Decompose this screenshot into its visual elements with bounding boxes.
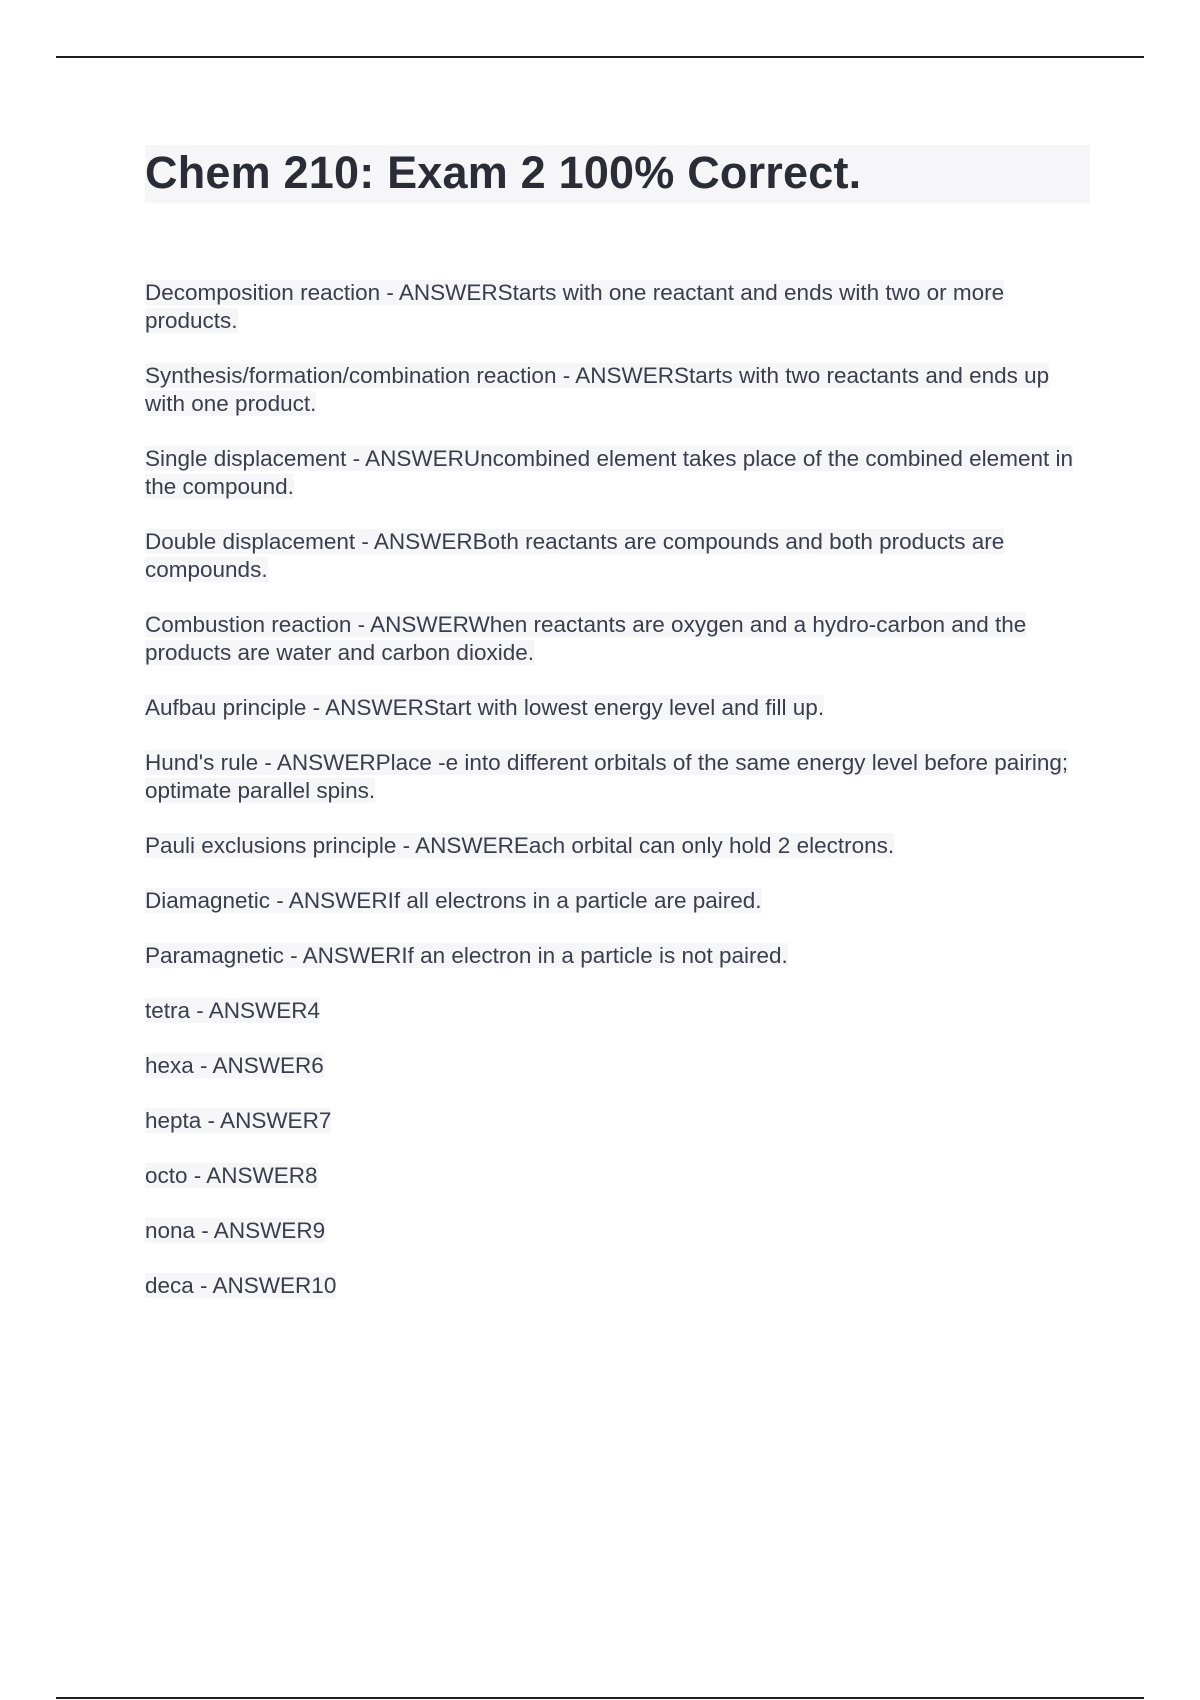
document-body [145, 145, 1090, 1327]
list-item [145, 1052, 1090, 1080]
list-item [145, 1107, 1090, 1135]
entry-text: Aufbau principle - ANSWERStart with lowest energy level and fill up. [145, 695, 825, 720]
list-item [145, 997, 1090, 1025]
entry-text: Hund's rule - ANSWERPlace -e into different orbitals of the same energy level before pairing; optimate parallel spins. [145, 750, 1069, 803]
top-rule [56, 56, 1144, 58]
list-item [145, 832, 1090, 860]
list-item [145, 749, 1090, 805]
entry-text: Pauli exclusions principle - ANSWEREach orbital can only hold 2 electrons. [145, 833, 895, 858]
list-item [145, 445, 1090, 501]
entry-text: nona - ANSWER9 [145, 1218, 326, 1243]
list-item [145, 694, 1090, 722]
entry-text: deca - ANSWER10 [145, 1273, 337, 1298]
page-title: Chem 210: Exam 2 100% Correct. [145, 145, 1090, 203]
list-item [145, 887, 1090, 915]
list-item [145, 1162, 1090, 1190]
entry-text: Combustion reaction - ANSWERWhen reactants are oxygen and a hydro-carbon and the products are water and carbon dioxide. [145, 612, 1027, 665]
entry-text: octo - ANSWER8 [145, 1163, 318, 1188]
entry-text: tetra - ANSWER4 [145, 998, 321, 1023]
list-item [145, 279, 1090, 335]
entry-text: Double displacement - ANSWERBoth reactants are compounds and both products are compounds. [145, 529, 1005, 582]
list-item [145, 1272, 1090, 1300]
entry-text: hexa - ANSWER6 [145, 1053, 324, 1078]
list-item [145, 611, 1090, 667]
bottom-rule [56, 1697, 1144, 1699]
list-item [145, 1217, 1090, 1245]
entry-text: Single displacement - ANSWERUncombined element takes place of the combined element in the compound. [145, 446, 1073, 499]
list-item [145, 528, 1090, 584]
entry-text: hepta - ANSWER7 [145, 1108, 332, 1133]
entry-text: Decomposition reaction - ANSWERStarts with one reactant and ends with two or more products. [145, 280, 1005, 333]
entry-text: Synthesis/formation/combination reaction - ANSWERStarts with two reactants and ends up with one product. [145, 363, 1050, 416]
entry-text: Paramagnetic - ANSWERIf an electron in a particle is not paired. [145, 943, 788, 968]
flashcard-list [145, 279, 1090, 1300]
entry-text: Diamagnetic - ANSWERIf all electrons in a particle are paired. [145, 888, 762, 913]
list-item [145, 362, 1090, 418]
list-item [145, 942, 1090, 970]
